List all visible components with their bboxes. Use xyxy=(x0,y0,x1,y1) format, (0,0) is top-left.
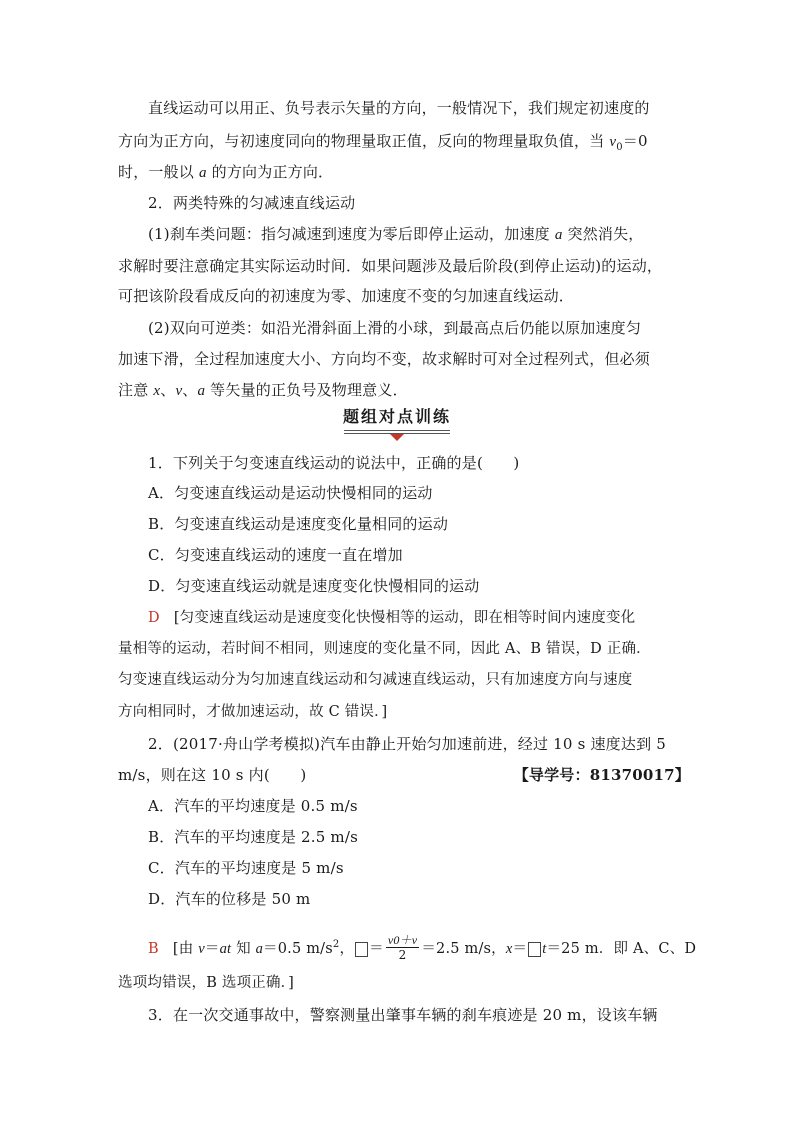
section-heading: 2．两类特殊的匀减速直线运动 xyxy=(148,194,356,212)
q2-option-a: A．汽车的平均速度是 0.5 m/s xyxy=(148,797,358,815)
q2-stem-line-2: m/s，则在这 10 s 内( ) xyxy=(118,766,307,784)
section-p1-line-1: (1)刹车类问题：指匀减速到速度为零后即停止运动，加速度 a 突然消失， xyxy=(148,225,644,243)
intro-line-3: 时，一般以 a 的方向为正方向． xyxy=(118,163,334,181)
section-p2-line-1: (2)双向可逆类：如沿光滑斜面上滑的小球，到最高点后仍能以原加速度匀 xyxy=(148,319,642,337)
average-velocity-symbol xyxy=(355,942,368,957)
q2-option-c: C．汽车的平均速度是 5 m/s xyxy=(148,859,344,877)
q2-explanation-line-2: 选项均错误，B 选项正确．] xyxy=(118,975,294,991)
banner-title: 题组对点训练 xyxy=(342,407,451,426)
section-p2-line-3: 注意 x、v、a 等矢量的正负号及物理意义． xyxy=(118,381,408,399)
q1-answer-letter: D xyxy=(148,610,160,626)
q1-explanation-line-4: 方向相同时，才做加速运动，故 C 错误．] xyxy=(118,704,388,720)
banner-rule xyxy=(344,430,450,431)
q1-option-c: C．匀变速直线运动的速度一直在增加 xyxy=(148,546,403,564)
q2-option-b: B．汽车的平均速度是 2.5 m/s xyxy=(148,828,358,846)
practice-banner xyxy=(340,406,454,442)
intro-line-2: 方向为正方向，与初速度同向的物理量取正值，反向的物理量取负值，当 $v_0=0$ xyxy=(118,132,648,153)
section-p1-line-3: 可把该阶段看成反向的初速度为零、加速度不变的匀加速直线运动． xyxy=(118,287,575,305)
q1-option-d: D．匀变速直线运动就是速度变化快慢相同的运动 xyxy=(148,577,480,595)
q1-explanation-line-1: D [匀变速直线运动是速度变化快慢相等的运动，即在相等时间内速度变化 xyxy=(148,610,636,626)
q1-option-a: A．匀变速直线运动是运动快慢相同的运动 xyxy=(148,484,433,502)
q2-answer-letter: B xyxy=(148,941,159,957)
fraction: $\frac{v0+v}{2}$ xyxy=(387,932,418,962)
q2-option-d: D．汽车的位移是 50 m xyxy=(148,890,311,908)
q2-explanation-line-1: B [由 v＝at 知 a＝0.5 $m/s^2$， ＝ $\frac{v0+v}{2}$ ＝2.5 m/s，x＝ t＝25 m．即 A、C、D xyxy=(148,932,697,962)
section-p2-line-2: 加速下滑，全过程加速度大小、方向均不变，故求解时可对全过程列式，但必须 xyxy=(118,350,651,368)
q1-stem: 1．下列关于匀变速直线运动的说法中，正确的是( ) xyxy=(148,454,520,472)
average-velocity-symbol-2 xyxy=(528,942,541,957)
q3-stem-line-1: 3．在一次交通事故中，警察测量出肇事车辆的刹车痕迹是 20 m，设该车辆 xyxy=(148,1006,658,1024)
q2-stem-line-1: 2．(2017·舟山学考模拟)汽车由静止开始匀加速前进，经过 10 s 速度达到 5 xyxy=(148,735,666,753)
q2-reference: 【导学号：81370017】 xyxy=(513,766,690,784)
q1-explanation-line-3: 匀变速直线运动分为匀加速直线运动和匀减速直线运动，只有加速度方向与速度 xyxy=(118,672,633,688)
section-p1-line-2: 求解时要注意确定其实际运动时间．如果问题涉及最后阶段(到停止运动)的运动， xyxy=(118,257,663,275)
triangle-down-icon xyxy=(390,434,404,441)
q1-option-b: B．匀变速直线运动是速度变化量相同的运动 xyxy=(148,515,449,533)
intro-line-1: 直线运动可以用正、负号表示矢量的方向，一般情况下，我们规定初速度的 xyxy=(148,99,650,117)
q1-explanation-line-2: 量相等的运动，若时间不相同，则速度的变化量不同，因此 A、B 错误，D 正确． xyxy=(118,641,651,657)
